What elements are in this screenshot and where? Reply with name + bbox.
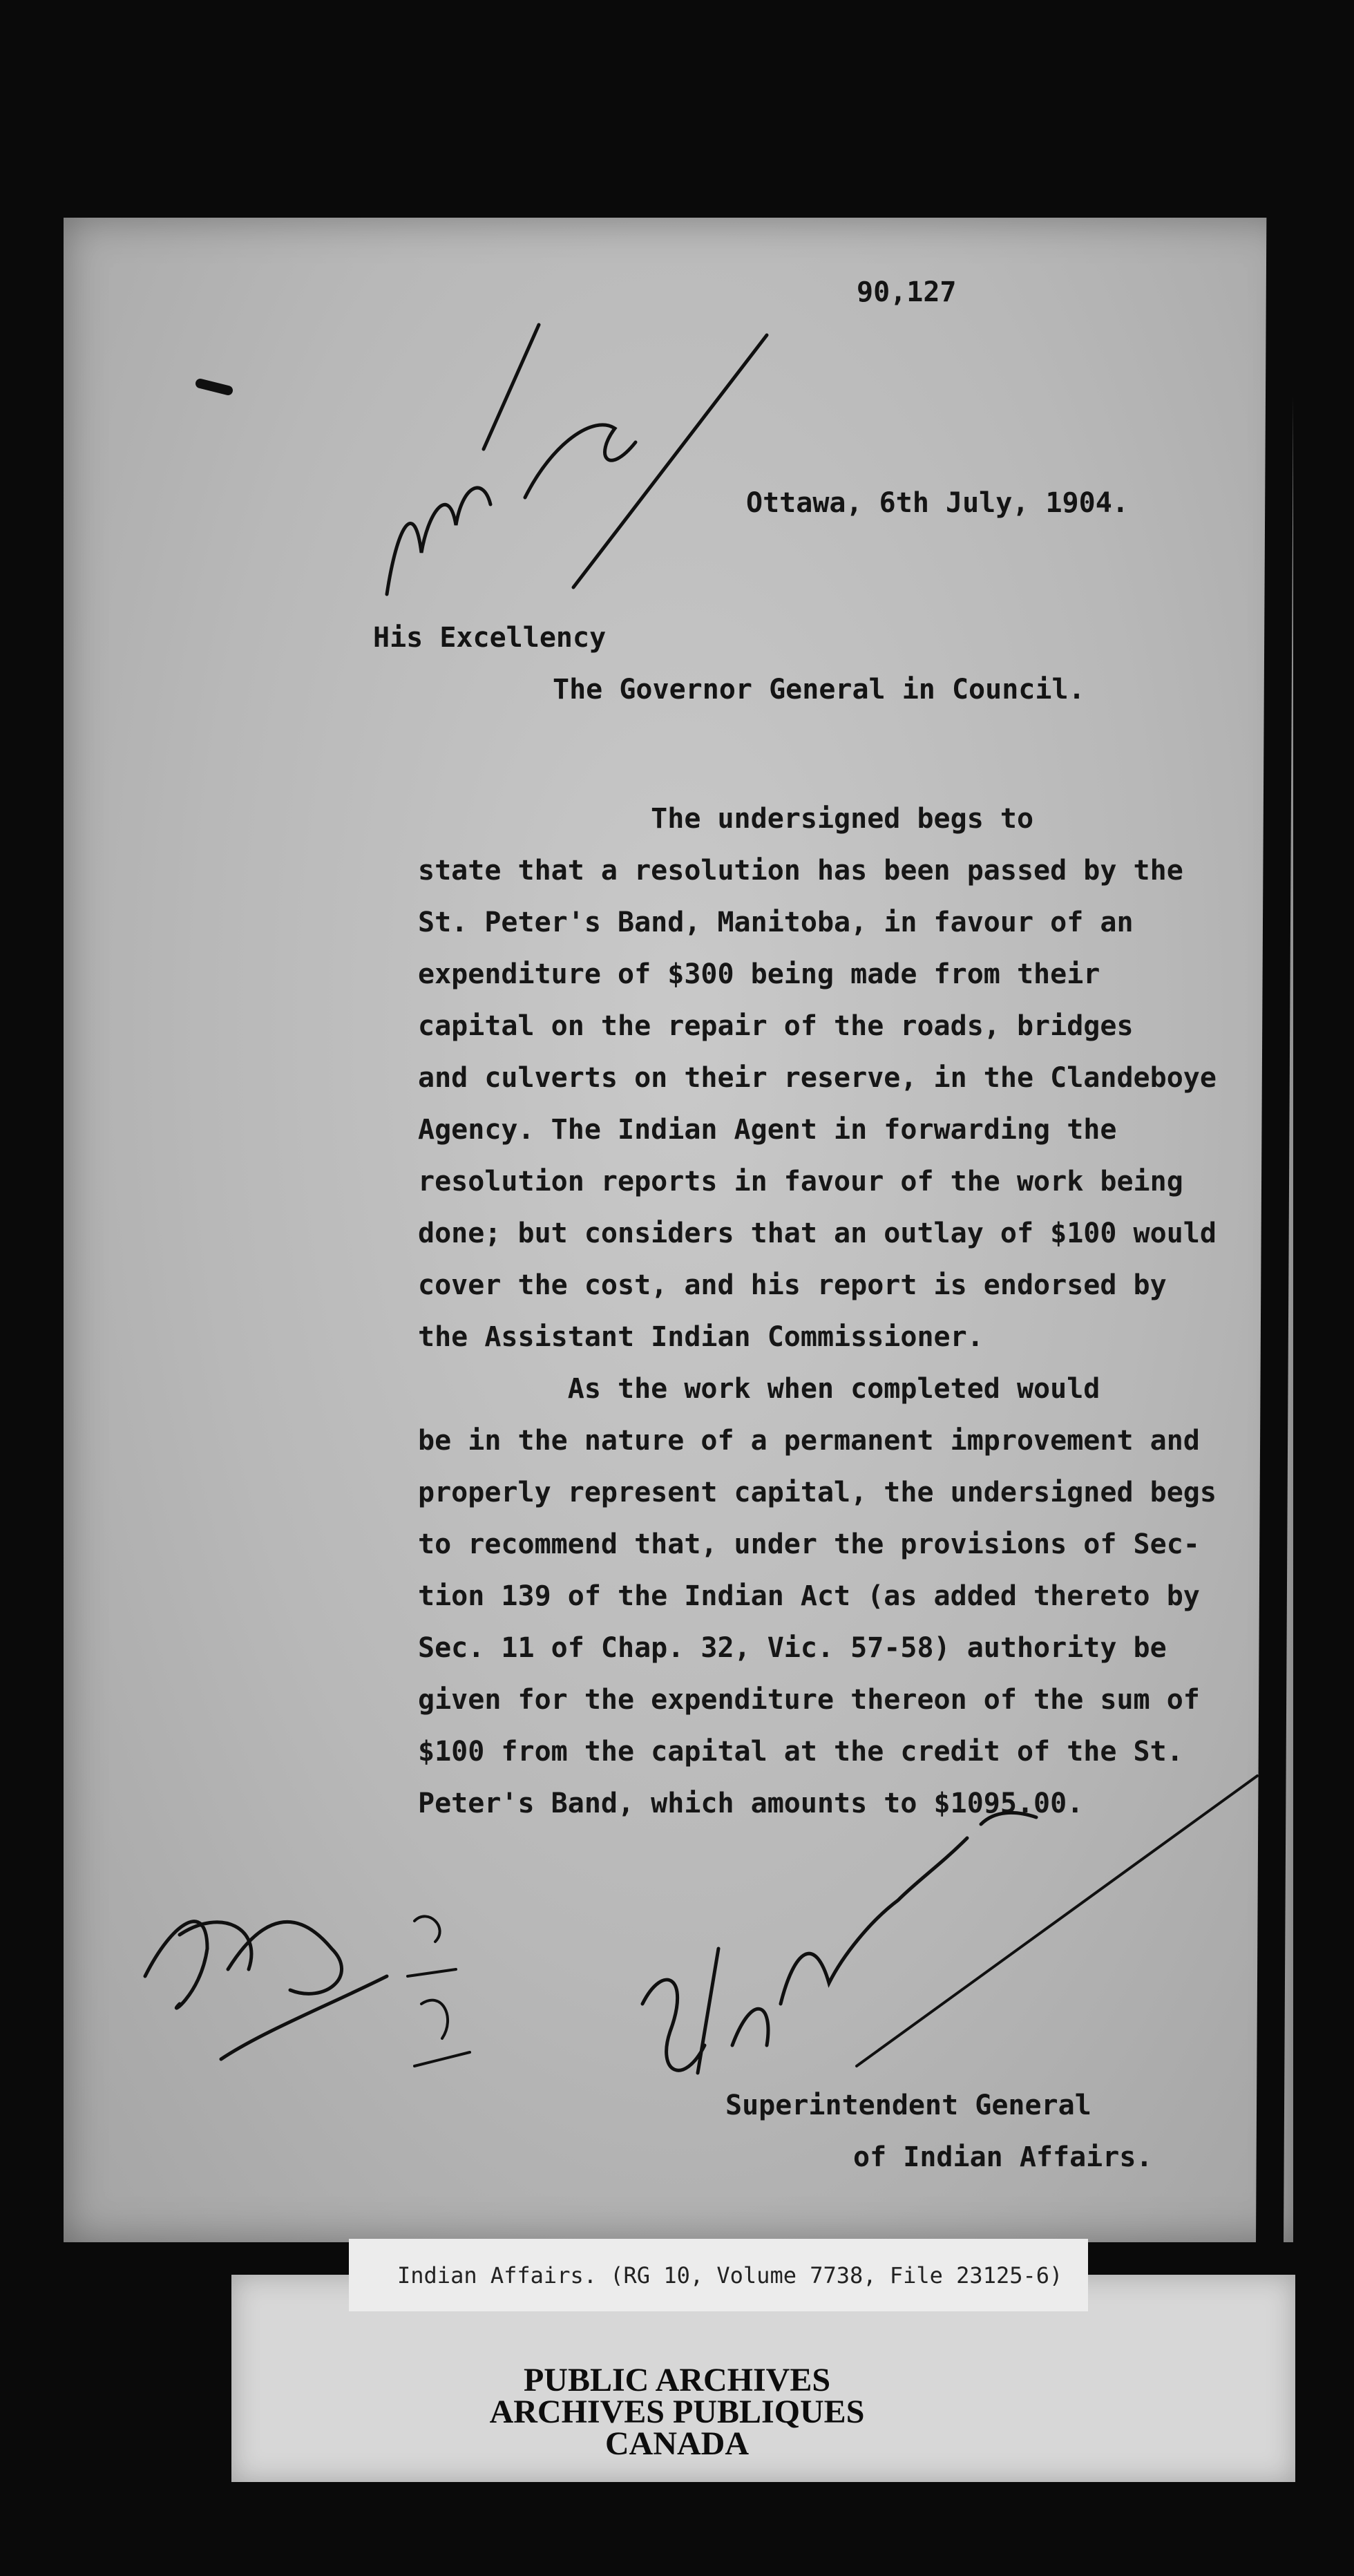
letter-body-line: Agency. The Indian Agent in forwarding the	[418, 1114, 1117, 1146]
document-number: 90,127	[857, 276, 957, 308]
dateline: Ottawa, 6th July, 1904.	[746, 487, 1129, 519]
signature-title-line-2: of Indian Affairs.	[853, 2141, 1153, 2173]
signature-block	[725, 2028, 1152, 2235]
letter-body-line: state that a resolution has been passed by the	[418, 855, 1183, 887]
letter-body-line: properly represent capital, the undersigned begs	[418, 1477, 1217, 1508]
archives-stamp-line-1: PUBLIC ARCHIVES	[523, 2362, 831, 2398]
letter-body-line: As the work when completed would	[418, 1373, 1100, 1405]
letter-body-line: St. Peter's Band, Manitoba, in favour of an	[418, 907, 1134, 938]
file-reference-label	[349, 2239, 1088, 2311]
letter-body-line: the Assistant Indian Commissioner.	[418, 1321, 984, 1353]
letter-body-line: cover the cost, and his report is endorsed by	[418, 1269, 1167, 1301]
letter-body	[418, 793, 1247, 1830]
letter-body-line: The undersigned begs to	[418, 803, 1034, 835]
letter-body-line: Sec. 11 of Chap. 32, Vic. 57-58) authority be	[418, 1632, 1167, 1664]
letter-body-line: done; but considers that an outlay of $100 would	[418, 1218, 1217, 1249]
letter-body-line: be in the nature of a permanent improvement and	[418, 1425, 1200, 1457]
letter-body-line: to recommend that, under the provisions of Sec-	[418, 1528, 1200, 1560]
addressee-line-2: The Governor General in Council.	[553, 674, 1085, 705]
archives-stamp-line-3: CANADA	[605, 2425, 749, 2462]
letter-body-line: capital on the repair of the roads, bridges	[418, 1010, 1134, 1042]
letter-body-line: Peter's Band, which amounts to $1095.00.	[418, 1788, 1084, 1819]
addressee-line-1: His Excellency	[373, 622, 607, 654]
letter-body-line: given for the expenditure thereon of the sum of	[418, 1684, 1200, 1716]
archives-stamp-line-2: ARCHIVES PUBLIQUES	[489, 2394, 865, 2430]
letter-body-line: $100 from the capital at the credit of the St.	[418, 1736, 1183, 1768]
file-reference: Indian Affairs. (RG 10, Volume 7738, File 23125-6)	[397, 2262, 1063, 2289]
letter-body-line: expenditure of $300 being made from their	[418, 958, 1100, 990]
letter-body-line: resolution reports in favour of the work being	[418, 1166, 1183, 1197]
letter-body-line: tion 139 of the Indian Act (as added thereto by	[418, 1580, 1200, 1612]
letter-body-line: and culverts on their reserve, in the Clandeboye	[418, 1062, 1217, 1094]
signature-title-line-1: Superintendent General	[725, 2090, 1091, 2121]
